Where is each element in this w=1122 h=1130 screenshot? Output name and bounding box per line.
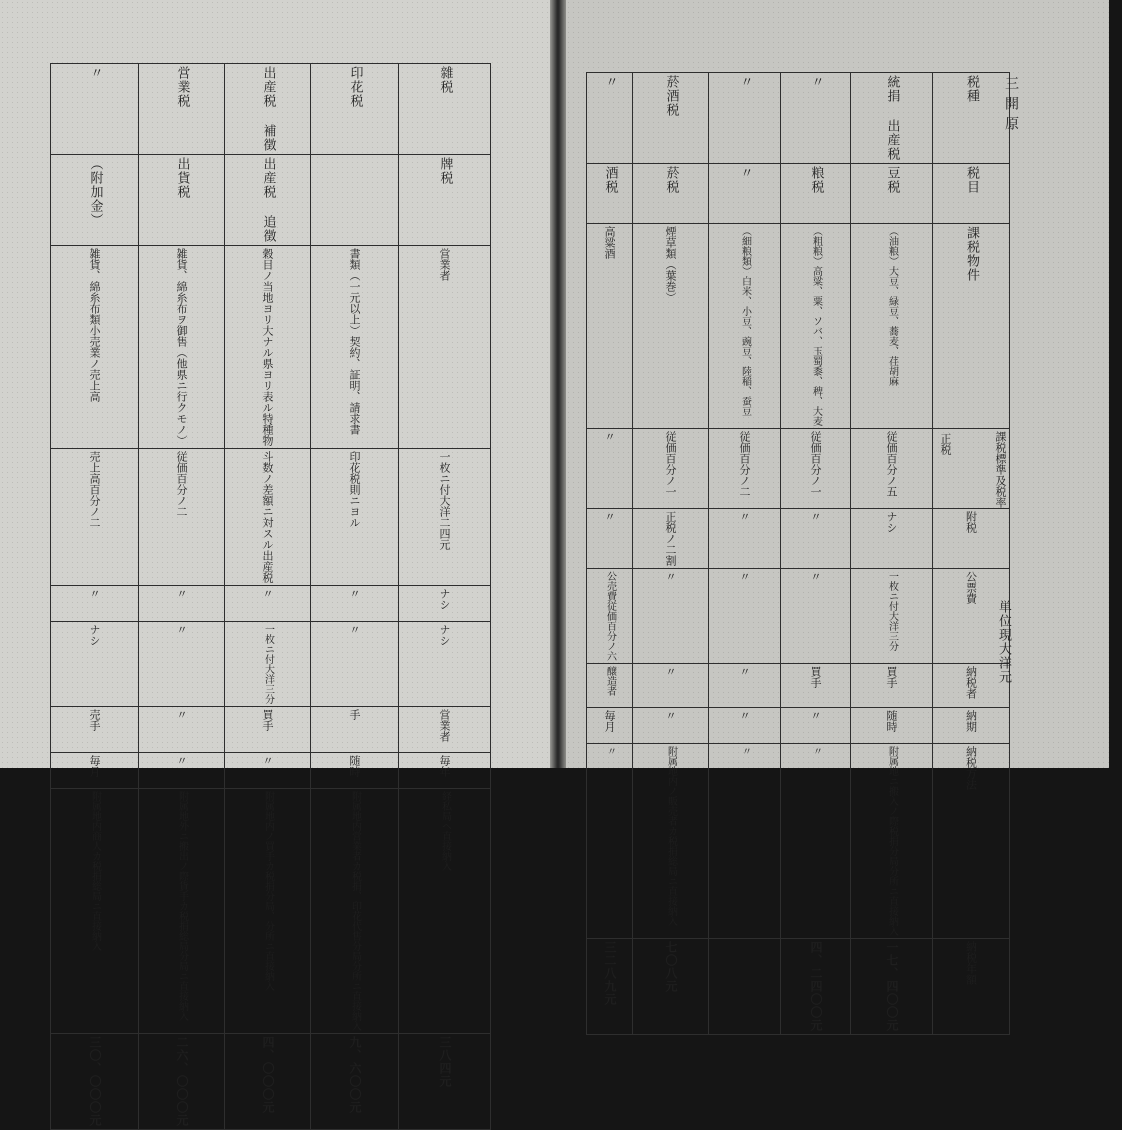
row-rate-main: 〃 従価百分ノ一 従価百分ノ二 従価百分ノ一 従価百分ノ五 課税標準及税率 正税	[587, 429, 1010, 509]
row-method: 〃 附属地内ノ販売者カ税捐総局ニ直接納入 〃 〃 附属地ニ搬入ノ際税捐分局分所ニ直接納入 納税方法	[587, 744, 1010, 939]
row-tax-name: （附加金） 出貨税 出産税 追徴 牌税	[51, 155, 491, 246]
row-period: 毎月 〃 〃 〃 随時 納期	[587, 708, 1010, 744]
unit-note: 単位現大洋元	[996, 600, 1011, 684]
row-rate-b: 公売費従価百分ノ六 〃 〃 〃 一枚ニ付大洋三分 公票費	[587, 569, 1010, 664]
row-amount: 三〇、〇〇〇元 二六、〇〇〇元 四、〇〇〇元 九、六〇〇元 三八四元	[51, 1034, 491, 1130]
row-amount: 三二八九元 七〇八元 四、二四〇〇元 一七、四〇〇元 納税年額	[587, 939, 1010, 1035]
row-tax-name: 酒税 菸税 〃 粮税 豆税 税目	[587, 164, 1010, 224]
row-taxpayer: 売手 〃 買手 手 営業者	[51, 707, 491, 753]
row-rate-a: 〃 正税ノ二割 〃 〃 ナシ 附税	[587, 509, 1010, 569]
row-period: 毎月 〃 〃 随時 毎年	[51, 753, 491, 789]
row-object: 雑貨、綿糸布類小売業ノ売上高 雑貨、綿糸布ヲ御售（他県ニ行クモノ） 穀目ノ当地ヨリ大ナル県ヨリ表ル特種物 書類（一元以上）契約、証明、請求書 営業者	[51, 246, 491, 449]
row-rate-b: ナシ 〃 一枚ニ付大洋三分 〃 ナシ	[51, 622, 491, 707]
row-rate-a: 〃 〃 〃 〃 ナシ	[51, 586, 491, 622]
row-object: 高粱酒 煙草類（葉巻） （細粮類）白米、小豆、豌豆、陸稲、蚕豆 （粗粮）高粱、粟、ソバ、玉蜀黍、稗、大麦 （油粮）大豆、緑豆、蕎麦、荏胡麻 課税物件	[587, 224, 1010, 429]
right-tax-table	[586, 72, 1010, 1035]
place-heading: 三開原	[1003, 76, 1019, 136]
row-method: 附属地内商人カ税捐総局ニ直接納入 附属地外ニ搬出ノ際貨手カ税捐総局分局ニ直接納入 附属地内ノ買手カ税捐分局、分所ニ直接納入 附属地内営業者カ税捐、印花代售分局分所ニ直接納入 経私局ヘ直接納入	[51, 789, 491, 1034]
row-taxpayer: 醸造者 〃 〃 買手 買手 納税者	[587, 664, 1010, 708]
left-tax-table	[50, 63, 491, 1130]
row-tax-type: 〃 菸酒税 〃 〃 統捐 出産税 税種	[587, 73, 1010, 164]
row-rate-main: 売上高百分ノ二 従価百分ノ二 斗数ノ差額ニ対スル出産税 印花税則ニヨル 一枚ニ付大洋二四元	[51, 449, 491, 586]
book-gutter	[550, 0, 566, 768]
row-tax-type: 〃 営業税 出産税 補徴 印花税 雜税	[51, 64, 491, 155]
